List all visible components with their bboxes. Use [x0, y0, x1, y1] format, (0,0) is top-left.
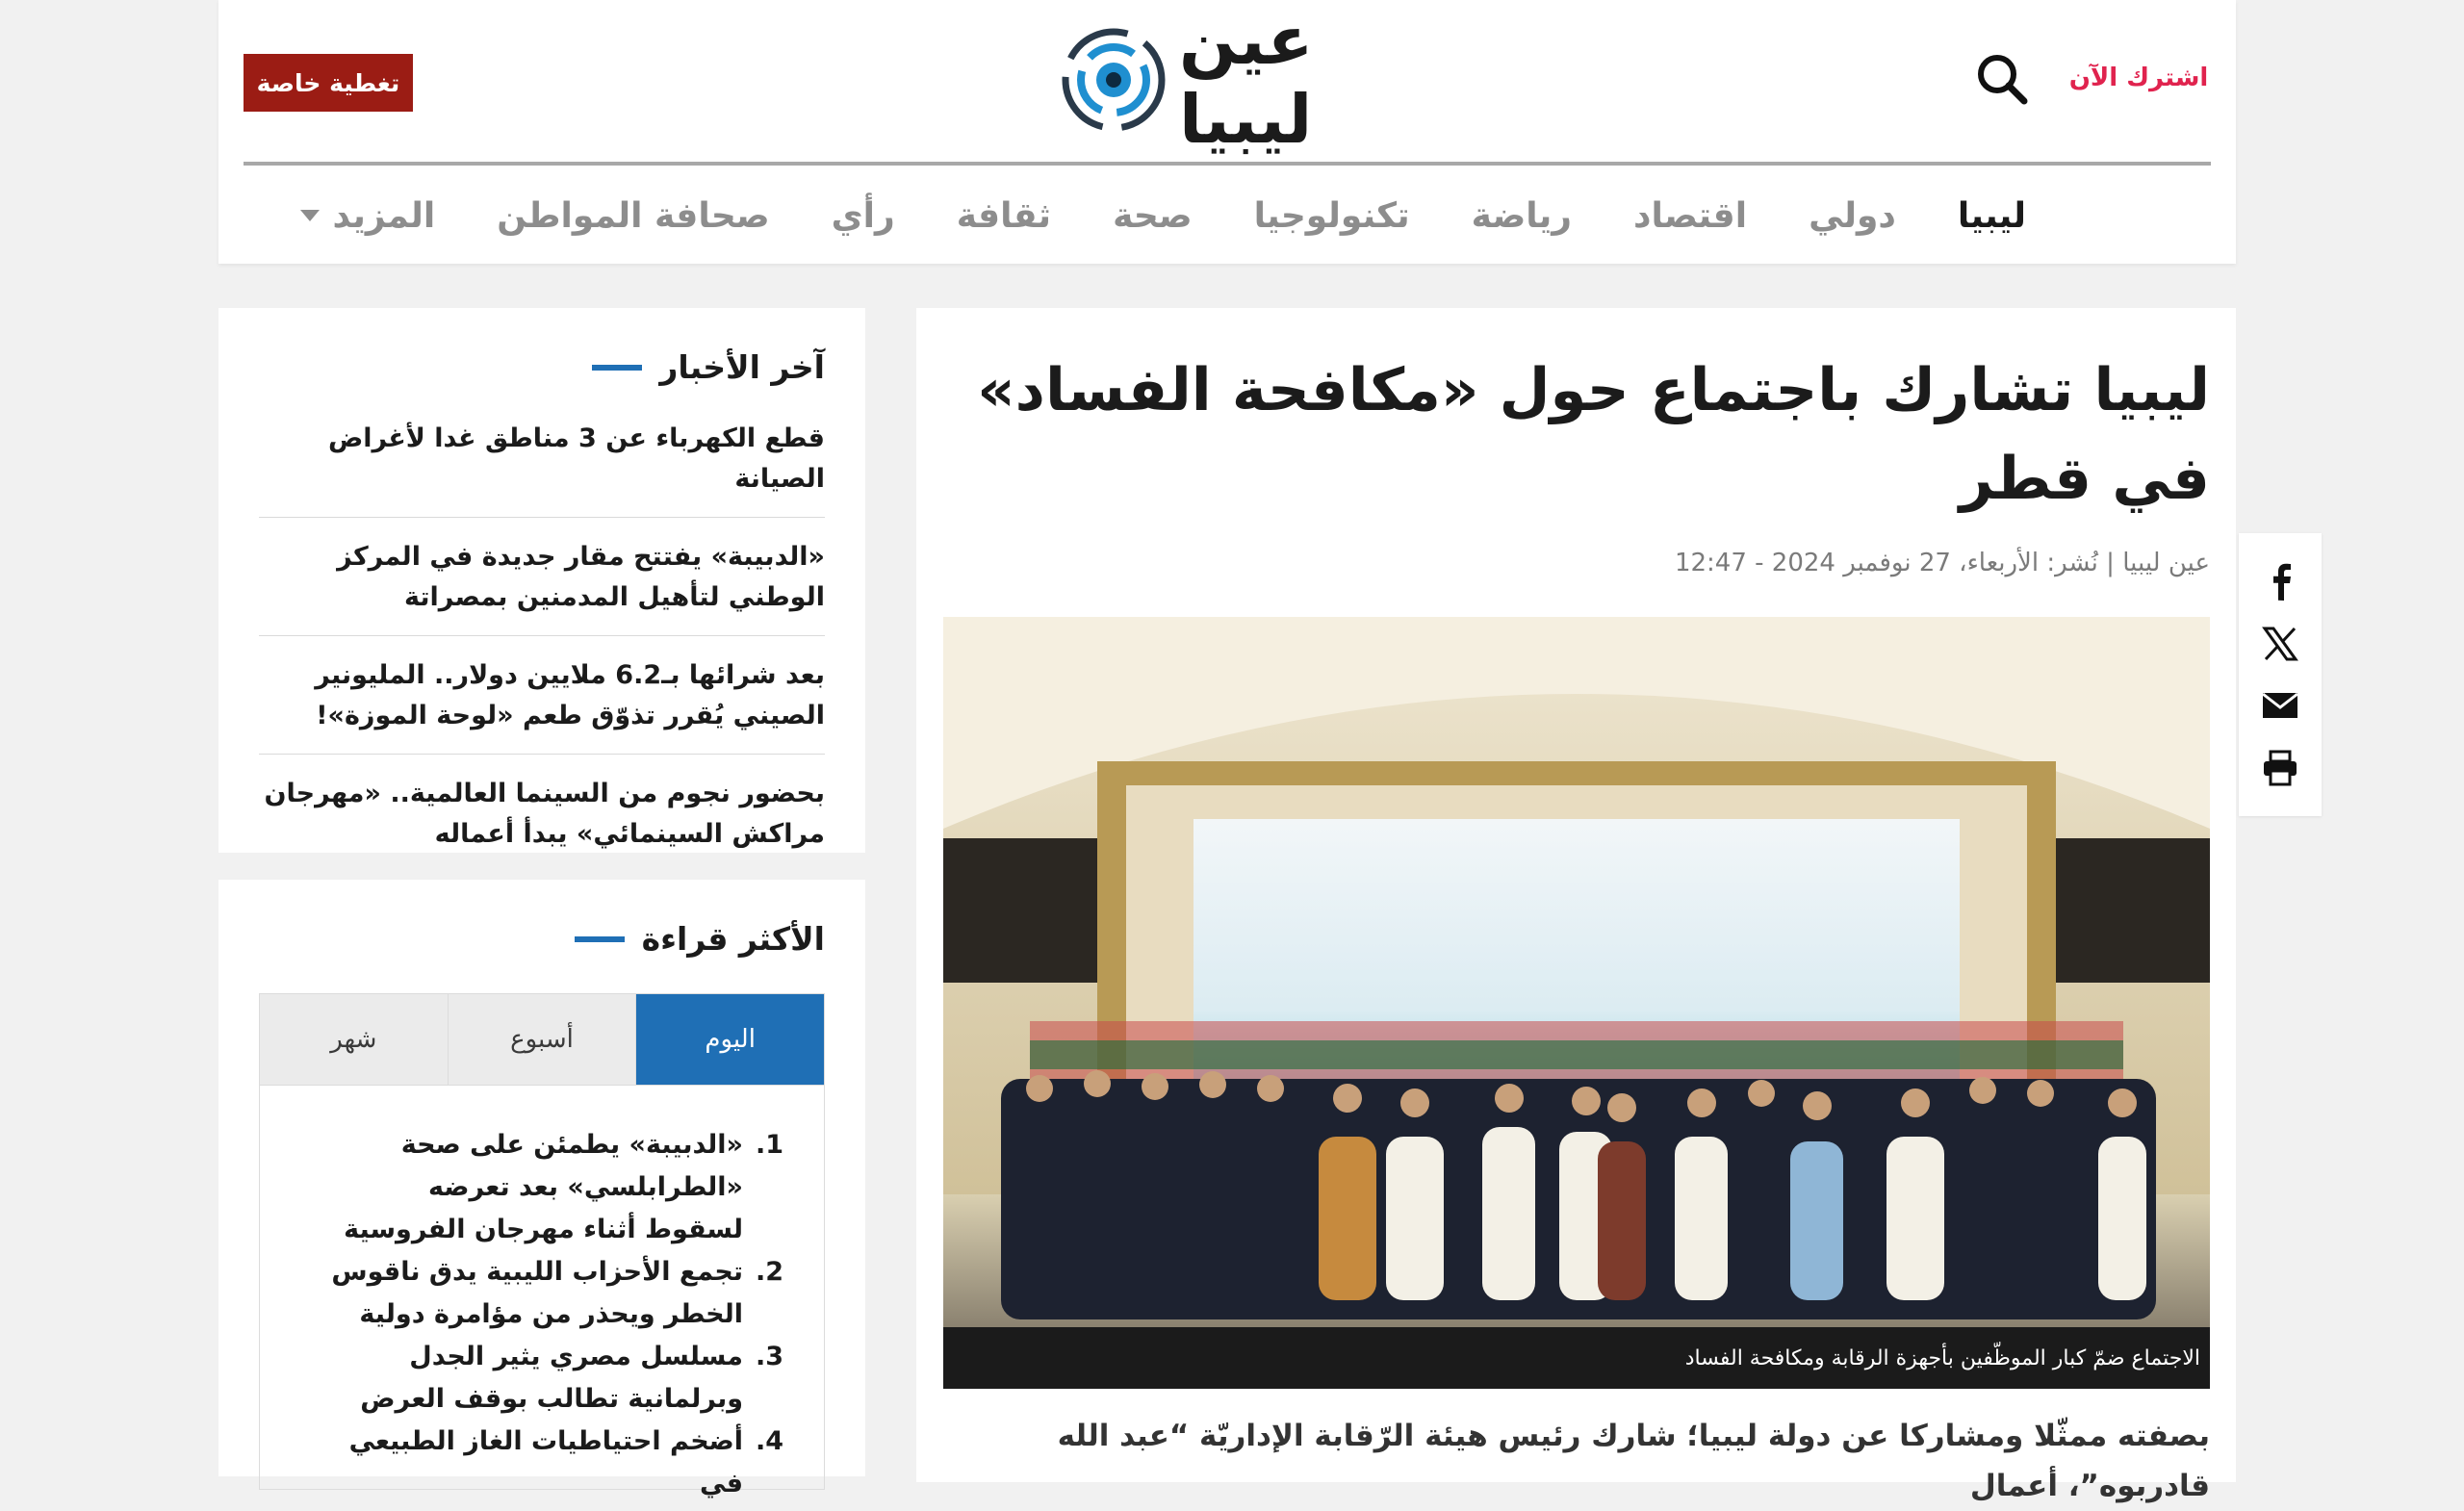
most-read-panel — [218, 880, 865, 1498]
nav-item-economy[interactable]: اقتصاد — [1633, 195, 1748, 236]
subscribe-link[interactable]: اشترك الآن — [2068, 64, 2209, 92]
latest-news-header — [592, 348, 825, 386]
nav-more-label: المزيد — [332, 195, 436, 236]
nav-item-opinion[interactable]: رأي — [831, 195, 895, 236]
facebook-share-button[interactable] — [2259, 560, 2301, 602]
rank-number: 2. — [755, 1257, 783, 1287]
search-icon[interactable] — [1973, 50, 2031, 108]
article — [916, 308, 2236, 1503]
nav-item-sports[interactable]: رياضة — [1471, 195, 1572, 236]
print-icon — [2262, 750, 2298, 786]
rank-number: 1. — [755, 1130, 783, 1160]
conference-photo — [943, 617, 2210, 1327]
facebook-icon — [2266, 562, 2295, 601]
most-read-header — [575, 920, 825, 958]
most-read-item[interactable] — [331, 1421, 783, 1505]
article-byline: عين ليبيا | نُشر: الأربعاء، 27 نوفمبر 2024 - 12:47 — [1674, 549, 2210, 577]
nav-item-citizen-journalism[interactable]: صحافة المواطن — [497, 195, 770, 236]
nav-item-culture[interactable]: ثقافة — [956, 195, 1052, 236]
chevron-down-icon — [300, 210, 320, 221]
article-body: بصفته ممثّلا ومشاركا عن دولة ليبيا؛ شارك رئيس هيئة الرّقابة الإداريّة “عبد الله قادربوه”، أعمال — [1057, 1419, 2210, 1503]
x-share-button[interactable] — [2259, 623, 2301, 665]
latest-news-item[interactable]: قطع الكهرباء عن 3 مناطق غدا لأغراض الصيانة — [259, 419, 825, 518]
latest-news-item[interactable]: بحضور نجوم من السينما العالمية.. «مهرجان مراكش السينمائي» يبدأ أعماله — [264, 779, 825, 849]
tab-today[interactable]: اليوم — [635, 994, 824, 1085]
image-caption: الاجتماع ضمّ كبار الموظّفين بأجهزة الرقابة ومكافحة الفساد — [943, 1327, 2210, 1389]
section-accent-bar — [592, 365, 642, 371]
most-read-item-title: تجمع الأحزاب الليبية يدق ناقوس الخطر ويحذر من مؤامرة دولية — [331, 1257, 743, 1329]
eye-logo-icon — [1056, 22, 1171, 138]
latest-news-list — [259, 419, 825, 891]
latest-news-panel — [218, 308, 865, 853]
main-nav — [244, 168, 2211, 263]
most-read-list — [331, 1124, 783, 1505]
most-read-list-box — [259, 1086, 825, 1498]
most-read-tabs — [259, 993, 825, 1086]
share-bar — [2239, 533, 2322, 816]
section-accent-bar — [575, 936, 625, 942]
rank-number: 3. — [755, 1342, 783, 1371]
most-read-item[interactable] — [331, 1251, 783, 1336]
latest-news-title: آخر الأخبار — [659, 348, 825, 386]
rank-number: 4. — [755, 1426, 783, 1456]
most-read-title: الأكثر قراءة — [641, 920, 825, 958]
email-icon — [2262, 692, 2298, 719]
nav-item-libya[interactable]: ليبيا — [1957, 195, 2026, 236]
header-divider — [244, 162, 2211, 166]
article-headline: ليبيا تشارك باجتماع حول «مكافحة الفساد» في قطر — [977, 356, 2210, 513]
most-read-item[interactable] — [331, 1336, 783, 1421]
most-read-item[interactable] — [331, 1124, 783, 1251]
logo-text: عين ليبيا — [1179, 1, 1314, 159]
nav-item-international[interactable]: دولي — [1809, 195, 1896, 236]
print-button[interactable] — [2259, 747, 2301, 789]
nav-item-more[interactable] — [300, 196, 436, 236]
nav-item-technology[interactable]: تكنولوجيا — [1253, 195, 1410, 236]
latest-news-item[interactable]: بعد شرائها بـ6.2 ملايين دولار.. المليونير الصيني يُقرر تذوّق طعم «لوحة الموزة»! — [259, 655, 825, 755]
most-read-item-title: «الدبيبة» يطمئن على صحة «الطرابلسي» بعد تعرضه لسقوط أثناء مهرجان الفروسية — [344, 1130, 743, 1244]
article-hero-image[interactable] — [943, 617, 2210, 1327]
latest-news-item[interactable]: «الدبيبة» يفتتح مقار جديدة في المركز الوطني لتأهيل المدمنين بمصراتة — [259, 537, 825, 636]
special-coverage-button[interactable]: تغطية خاصة — [244, 54, 413, 112]
nav-item-health[interactable]: صحة — [1113, 195, 1193, 236]
site-header — [218, 0, 2236, 264]
most-read-item-title: أضخم احتياطيات الغاز الطبيعي في — [348, 1426, 743, 1498]
most-read-item-title: مسلسل مصري يثير الجدل وبرلمانية تطالب بوقف العرض — [360, 1342, 743, 1414]
x-icon — [2262, 626, 2298, 662]
site-logo[interactable] — [1056, 1, 1402, 159]
tab-month[interactable]: شهر — [260, 994, 448, 1085]
tab-week[interactable]: أسبوع — [448, 994, 636, 1085]
email-share-button[interactable] — [2259, 684, 2301, 727]
